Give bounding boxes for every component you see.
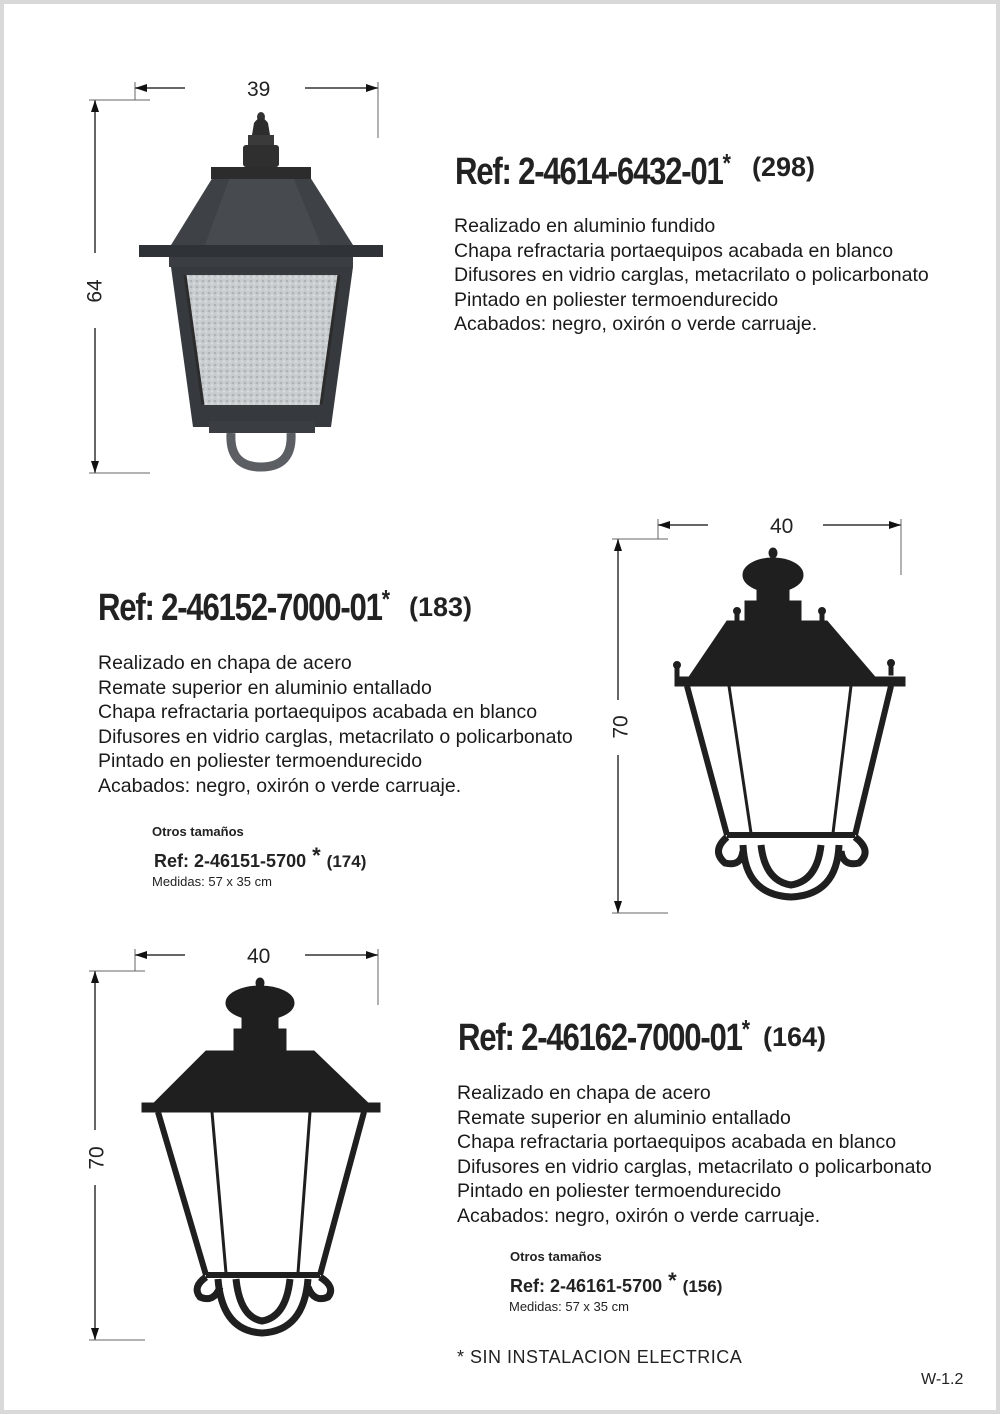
- product-ref: Ref: 2-46152-7000-01*: [98, 584, 391, 629]
- product-code: (183): [409, 592, 473, 622]
- description-line: Realizado en chapa de acero: [98, 652, 352, 674]
- product-ref: Ref: 2-46162-7000-01*: [458, 1014, 751, 1059]
- description-line: Chapa refractaria portaequipos acabada en blanco: [98, 701, 538, 723]
- description-line: Realizado en aluminio fundido: [454, 215, 716, 237]
- height-dimension: 70: [85, 1146, 109, 1170]
- other-sizes-ref: Ref: 2-46151-5700 * (174): [154, 843, 367, 871]
- description-line: Pintado en poliester termoendurecido: [454, 288, 779, 311]
- product-description: [457, 1081, 932, 1228]
- description-line: Chapa refractaria portaequipos acabada en blanco: [454, 239, 894, 262]
- page-identifier: W-1.2: [921, 1371, 964, 1388]
- product-description: [98, 651, 573, 798]
- lantern-cast-aluminium-image: [135, 105, 390, 475]
- description-line: Difusores en vidrio carglas, metacrilato o policarbonato: [454, 264, 929, 286]
- description-line: Difusores en vidrio carglas, metacrilato o policarbonato: [98, 725, 573, 748]
- lantern-steel-large-image: [140, 975, 390, 1345]
- product-description: [454, 214, 929, 337]
- width-dimension: 39: [247, 78, 271, 101]
- other-sizes-label: Otros tamaños: [152, 824, 244, 839]
- width-dimension: 40: [247, 945, 271, 968]
- lantern-steel-image: [665, 545, 915, 915]
- other-sizes-label: Otros tamaños: [510, 1249, 602, 1264]
- other-sizes-measures: Medidas: 57 x 35 cm: [152, 874, 272, 889]
- description-line: Acabados: negro, oxirón o verde carruaje.: [454, 313, 818, 335]
- asterisk: *: [381, 584, 391, 614]
- height-dimension: 70: [609, 715, 633, 739]
- product-code: (164): [763, 1022, 827, 1052]
- description-line: Remate superior en aluminio entallado: [457, 1106, 791, 1129]
- description-line: Pintado en poliester termoendurecido: [457, 1180, 782, 1202]
- description-line: Realizado en chapa de acero: [457, 1082, 711, 1104]
- other-sizes-ref: Ref: 2-46161-5700 * (156): [510, 1268, 723, 1296]
- height-dimension: 64: [83, 279, 107, 303]
- description-line: Chapa refractaria portaequipos acabada en blanco: [457, 1131, 897, 1153]
- footnote-no-electrical: * SIN INSTALACION ELECTRICA: [457, 1347, 743, 1367]
- description-line: Acabados: negro, oxirón o verde carruaje.: [457, 1204, 821, 1227]
- description-line: Pintado en poliester termoendurecido: [98, 750, 423, 772]
- description-line: Remate superior en aluminio entallado: [98, 676, 432, 699]
- product-ref: Ref: 2-4614-6432-01*: [455, 148, 731, 193]
- asterisk: *: [722, 148, 731, 178]
- other-sizes-measures: Medidas: 57 x 35 cm: [509, 1299, 629, 1314]
- asterisk: *: [741, 1014, 751, 1044]
- description-line: Difusores en vidrio carglas, metacrilato o policarbonato: [457, 1155, 932, 1178]
- product-code: (298): [752, 152, 816, 182]
- width-dimension: 40: [770, 515, 794, 538]
- description-line: Acabados: negro, oxirón o verde carruaje.: [98, 774, 462, 797]
